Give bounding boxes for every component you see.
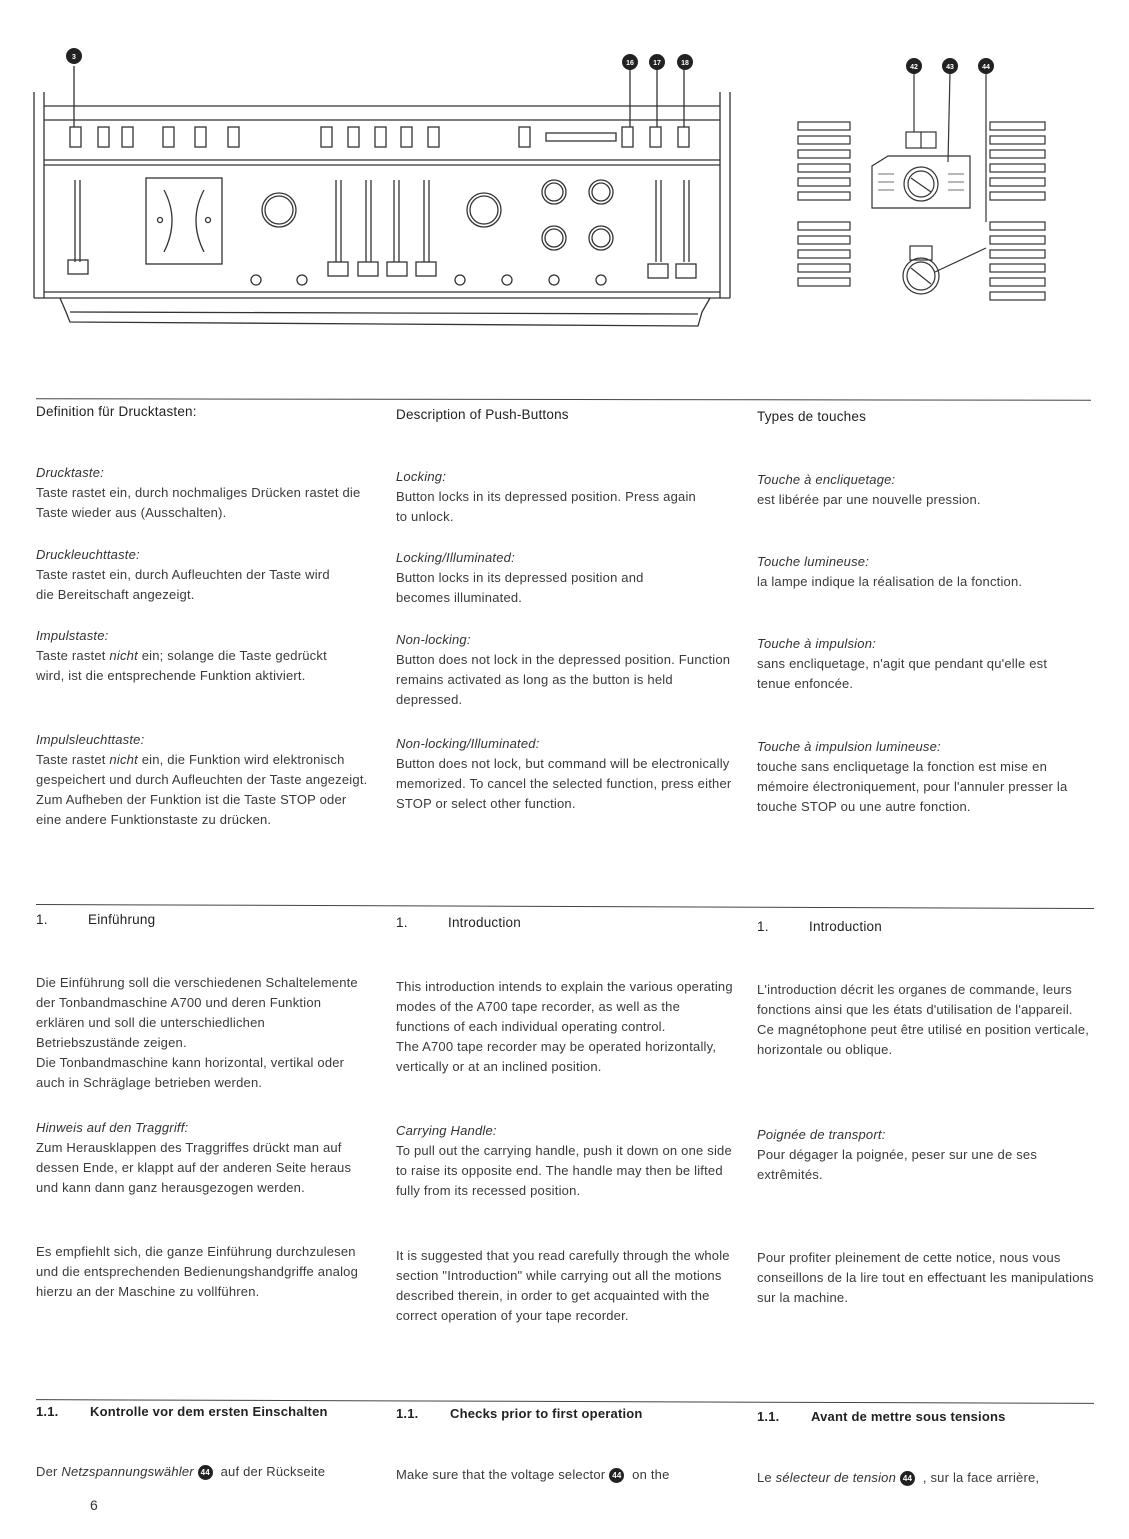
push-buttons-header-fr: Types de touches	[757, 409, 867, 424]
push-button-def-en: Locking: Button locks in its depressed position. Press again to unlock.	[396, 469, 696, 524]
callout-44: 44	[982, 64, 990, 71]
checks-heading-en: 1.1. Checks prior to first operation	[396, 1406, 643, 1421]
push-button-def-en: Non-locking/Illuminated: Button does not lock, but command will be electronically memorized. To cancel the selected function, press either STOP or select other function.	[396, 736, 732, 811]
push-button-def-fr: Touche lumineuse: la lampe indique la réalisation de la fonction.	[757, 554, 1023, 589]
rear-panel-diagram	[790, 52, 1060, 312]
checks-text-de: Der Netzspannungswähler 44 auf der Rückseite	[36, 1464, 326, 1479]
page-number: 6	[90, 1497, 98, 1513]
push-button-def-de: Impulsleuchttaste: Taste rastet nicht ein, die Funktion wird elektronisch gespeichert und durch Aufleuchten der Taste angezeigt. Zum Aufheben der Funktion ist die Taste STOP oder eine andere Funktionstaste zu drücken.	[36, 732, 368, 827]
callout-3: 3	[72, 54, 76, 61]
checks-heading-de: 1.1. Kontrolle vor dem ersten Einschalten	[36, 1404, 328, 1419]
push-buttons-header-en: Description of Push-Buttons	[396, 407, 569, 422]
intro-advice-fr: Pour profiter pleinement de cette notice, nous vous conseillons de la lire tout en effectuant les manipulations sur la machine.	[757, 1250, 1094, 1305]
push-button-def-en: Locking/Illuminated: Button locks in its depressed position and becomes illuminated.	[396, 550, 644, 605]
push-button-def-de: Drucktaste: Taste rastet ein, durch nochmaliges Drücken rastet die Taste wieder aus (Ausschalten).	[36, 465, 361, 520]
checks-text-en: Make sure that the voltage selector 44 on the	[396, 1467, 670, 1482]
callout-43: 43	[946, 64, 954, 71]
intro-heading-fr: 1. Introduction	[757, 919, 882, 934]
checks-heading-fr: 1.1. Avant de mettre sous tensions	[757, 1409, 1006, 1424]
push-button-def-fr: Touche à impulsion: sans encliquetage, n'agit que pendant qu'elle est tenue enfoncée.	[757, 636, 1048, 691]
section-rule	[36, 398, 1091, 400]
callout-44-badge: 44	[900, 1471, 915, 1486]
intro-heading-en: 1. Introduction	[396, 915, 521, 930]
handle-note-de: Hinweis auf den Traggriff: Zum Herausklappen des Traggriffes drückt man auf dessen Ende, er klappt auf der anderen Seite heraus und kann dann ganz herausgezogen werden.	[36, 1120, 352, 1195]
callout-17: 17	[653, 60, 661, 67]
callout-42: 42	[910, 64, 918, 71]
push-button-def-fr: Touche à encliquetage: est libérée par une nouvelle pression.	[757, 472, 981, 507]
intro-advice-de: Es empfiehlt sich, die ganze Einführung durchzulesen und die entsprechenden Bedienungshandgriffe analog hierzu an der Maschine zu vollführen.	[36, 1244, 359, 1299]
push-button-def-de: Impulstaste: Taste rastet nicht ein; solange die Taste gedrückt wird, ist die entsprechende Funktion aktiviert.	[36, 628, 327, 683]
handle-note-en: Carrying Handle: To pull out the carrying handle, push it down on one side to raise its opposite end. The handle may then be lifted fully from its recessed position.	[396, 1123, 732, 1198]
push-button-def-de: Druckleuchttaste: Taste rastet ein, durch Aufleuchten der Taste wird die Bereitschaft angezeigt.	[36, 547, 330, 602]
callout-16: 16	[626, 60, 634, 67]
callout-44-badge: 44	[609, 1468, 624, 1483]
intro-text-de: Die Einführung soll die verschiedenen Schaltelemente der Tonbandmaschine A700 und deren Funktion erklären und soll die unterschiedlichen Betriebszustände zeigen. Die Tonbandmaschine kann horizontal, vertikal oder auch in Schräglage betrieben werden.	[36, 975, 358, 1090]
intro-text-fr: L'introduction décrit les organes de commande, leurs fonctions ainsi que les états d'utilisation de l'appareil. Ce magnétophone peut être utilisé en position verticale, horizontale ou oblique.	[757, 982, 1090, 1057]
push-buttons-header-de: Definition für Drucktasten:	[36, 404, 197, 419]
intro-heading-de: 1. Einführung	[36, 912, 156, 927]
callout-18: 18	[681, 60, 689, 67]
front-panel-diagram	[30, 40, 750, 330]
push-button-def-en: Non-locking: Button does not lock in the depressed position. Function remains activated as long as the button is held depressed.	[396, 632, 731, 707]
section-rule	[36, 904, 1094, 909]
callout-44-badge: 44	[198, 1465, 213, 1480]
intro-text-en: This introduction intends to explain the various operating modes of the A700 tape recorder, as well as the functions of each individual operating control. The A700 tape recorder may be operated horizontally, vertically or at an inclined position.	[396, 979, 733, 1074]
intro-advice-en: It is suggested that you read carefully through the whole section "Introduction" while carrying out all the motions described therein, in order to get acquainted with the correct operation of your tape recorder.	[396, 1248, 730, 1323]
handle-note-fr: Poignée de transport: Pour dégager la poignée, peser sur une de ses extrêmités.	[757, 1127, 1038, 1182]
checks-text-fr: Le sélecteur de tension 44 , sur la face arrière,	[757, 1470, 1040, 1485]
push-button-def-fr: Touche à impulsion lumineuse: touche sans encliquetage la fonction est mise en mémoire électroniquement, pour l'annuler presser la touche STOP ou une autre fonction.	[757, 739, 1068, 814]
